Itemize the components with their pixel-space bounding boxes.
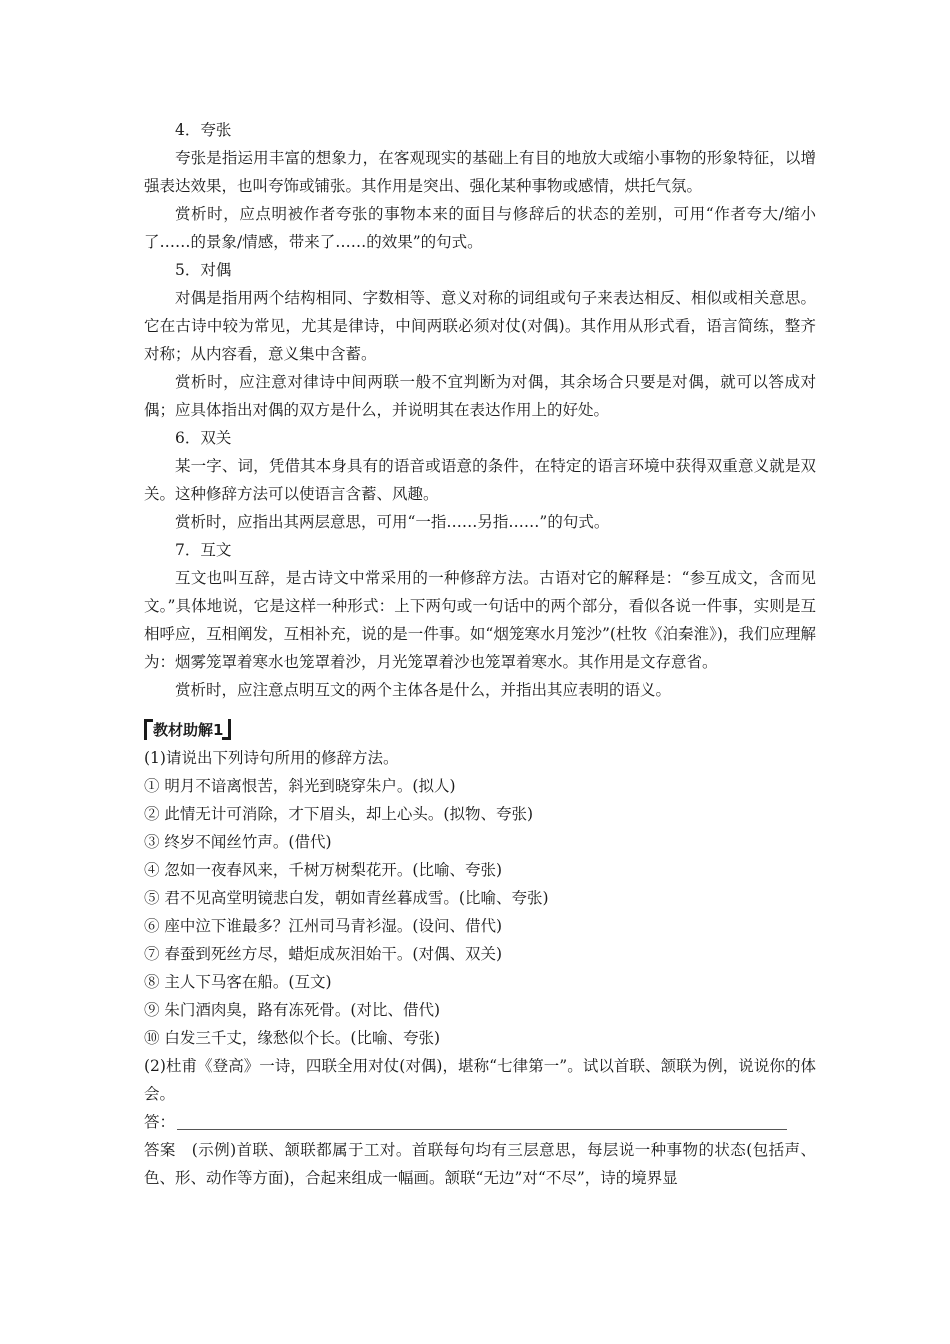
list-item: ⑩ 白发三千丈，缘愁似个长。(比喻、夸张) (144, 1029, 441, 1047)
section-heading-antithesis: 5．对偶 (175, 261, 232, 279)
question-2: (2)杜甫《登高》一诗，四联全用对仗(对偶)，堪称“七律第一”。试以首联、颔联为例，说说你的体会。 (144, 1057, 816, 1103)
question-1: (1)请说出下列诗句所用的修辞方法。 (144, 749, 399, 767)
corner-bracket-left-icon (144, 719, 153, 740)
paragraph-pun-definition: 某一字、词，凭借其本身具有的语音或语意的条件，在特定的语言环境中获得双重意义就是双关。这种修辞方法可以使语言含蓄、风趣。 (144, 457, 816, 503)
list-item: ② 此情无计可消除，才下眉头，却上心头。(拟物、夸张) (144, 805, 534, 823)
paragraph-antithesis-definition: 对偶是指用两个结构相同、字数相等、意义对称的词组或句子来表达相反、相似或相关意思。它在古诗中较为常见，尤其是律诗，中间两联必须对仗(对偶)。其作用从形式看，语言简练，整齐对称；从内容看，意义集中含蓄。 (144, 289, 816, 363)
paragraph-exaggeration-definition: 夸张是指运用丰富的想象力，在客观现实的基础上有目的地放大或缩小事物的形象特征，以增强表达效果，也叫夸饰或铺张。其作用是突出、强化某种事物或感情，烘托气氛。 (144, 149, 816, 195)
list-item: ⑦ 春蚕到死丝方尽，蜡炬成灰泪始干。(对偶、双关) (144, 945, 503, 963)
list-item: ⑨ 朱门酒肉臭，路有冻死骨。(对比、借代) (144, 1001, 441, 1019)
paragraph-antithesis-appreciation: 赏析时，应注意对律诗中间两联一般不宜判断为对偶，其余场合只要是对偶，就可以答成对偶；应具体指出对偶的双方是什么，并说明其在表达作用上的好处。 (144, 373, 816, 419)
section-heading-intertextuality: 7．互文 (175, 541, 232, 559)
box-title-text: 教材助解1 (153, 721, 224, 739)
paragraph-pun-appreciation: 赏析时，应指出其两层意思，可用“一指……另指……”的句式。 (175, 513, 610, 531)
document-page (144, 116, 816, 1192)
list-item: ⑥ 座中泣下谁最多？江州司马青衫湿。(设问、借代) (144, 917, 503, 935)
answer-label: 答： (144, 1113, 176, 1131)
paragraph-intertextuality-appreciation: 赏析时，应注意点明互文的两个主体各是什么，并指出其应表明的语义。 (175, 681, 672, 699)
list-item: ⑧ 主人下马客在船。(互文) (144, 973, 332, 991)
poem-examples-list (144, 772, 816, 1052)
list-item: ⑤ 君不见高堂明镜悲白发，朝如青丝暮成雪。(比喻、夸张) (144, 889, 549, 907)
paragraph-intertextuality-definition: 互文也叫互辞，是古诗文中常采用的一种修辞方法。古语对它的解释是：“参互成文，含而见文。”具体地说，它是这样一种形式：上下两句或一句话中的两个部分，看似各说一件事，实则是互相呼应，互相阐发，互相补充，说的是一件事。如“烟笼寒水月笼沙”(杜牧《泊秦淮》)，我们应理解为：烟雾笼罩着寒水也笼罩着沙，月光笼罩着沙也笼罩着寒水。其作用是文存意省。 (144, 569, 816, 671)
list-item: ③ 终岁不闻丝竹声。(借代) (144, 833, 332, 851)
answer-line (144, 1108, 816, 1136)
textbook-help-box-title (144, 718, 231, 742)
section-heading-pun: 6．双关 (175, 429, 232, 447)
answer-blank (177, 1109, 787, 1130)
list-item: ④ 忽如一夜春风来，千树万树梨花开。(比喻、夸张) (144, 861, 503, 879)
answer-text: 答案 (示例)首联、颔联都属于工对。首联每句均有三层意思，每层说一种事物的状态(包括声、色、形、动作等方面)，合起来组成一幅画。颔联“无边”对“不尽”，诗的境界显 (144, 1141, 816, 1187)
section-heading-exaggeration: 4．夸张 (175, 121, 232, 139)
paragraph-exaggeration-appreciation: 赏析时，应点明被作者夸张的事物本来的面目与修辞后的状态的差别，可用“作者夸大/缩小了……的景象/情感，带来了……的效果”的句式。 (144, 205, 816, 251)
list-item: ① 明月不谙离恨苦，斜光到晓穿朱户。(拟人) (144, 777, 456, 795)
corner-bracket-right-icon (222, 719, 231, 740)
